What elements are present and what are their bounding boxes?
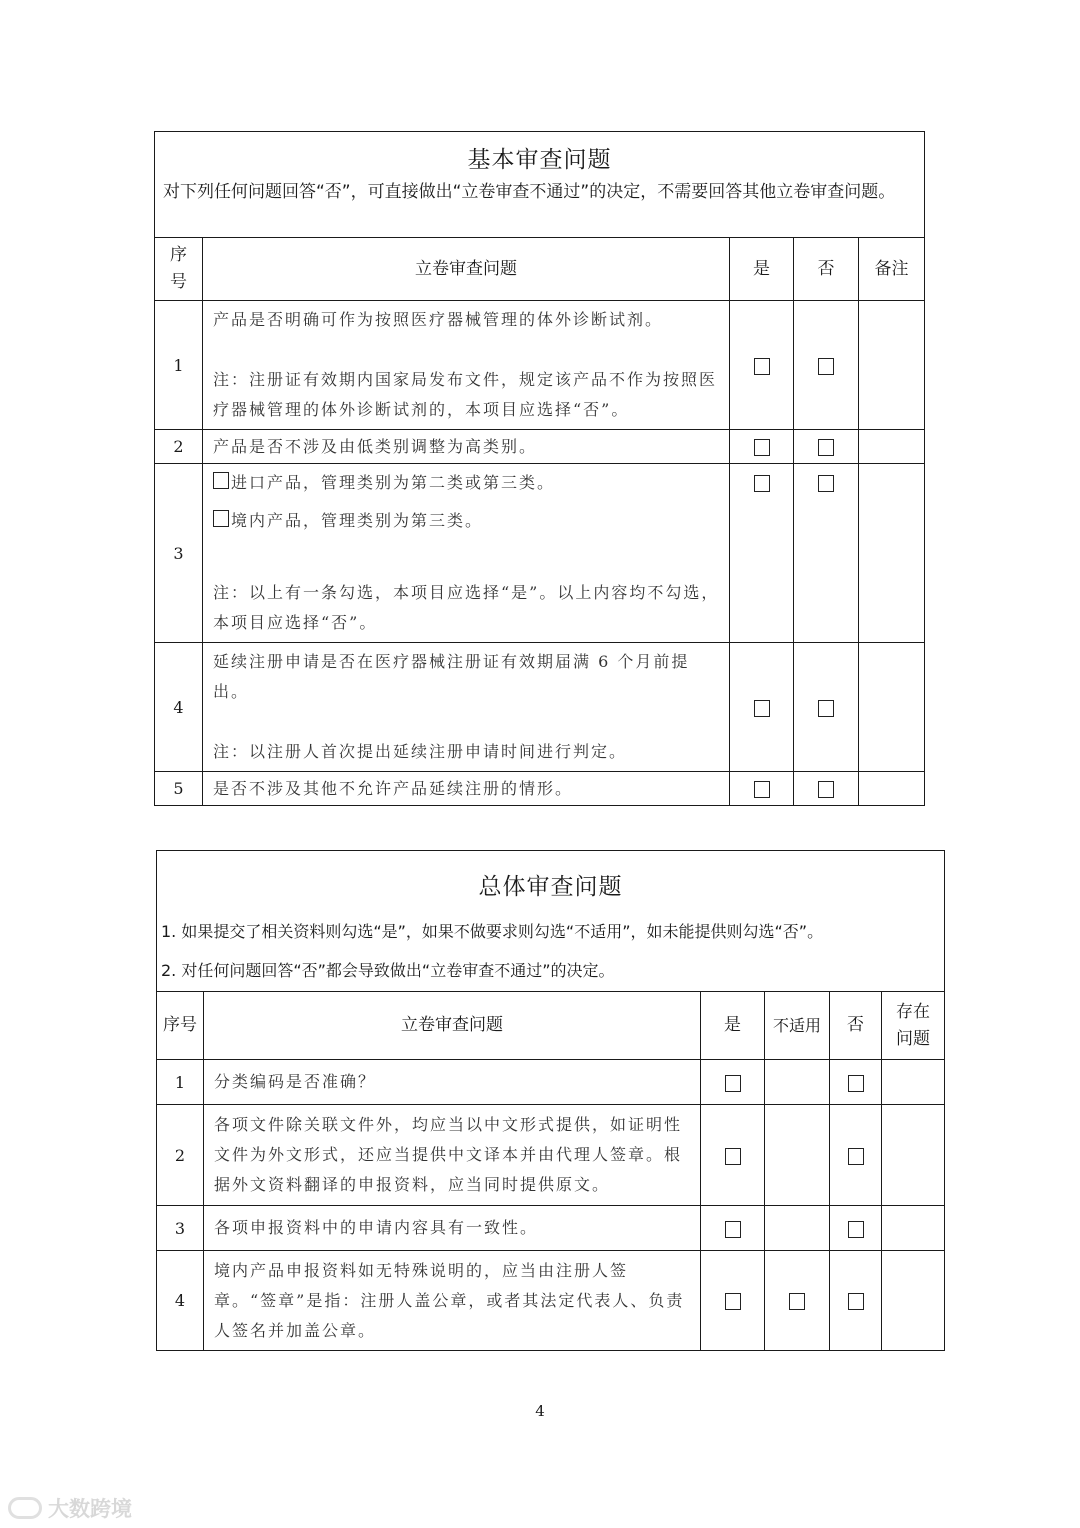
header-note: 备注 — [859, 238, 925, 301]
yes-checkbox[interactable] — [725, 1075, 741, 1092]
table-row — [155, 643, 925, 772]
remark-cell[interactable] — [859, 430, 925, 464]
remark-cell[interactable] — [859, 301, 925, 430]
question-note: 注：注册证有效期内国家局发布文件，规定该产品不作为按照医疗器械管理的体外诊断试剂的，本项目应选择“否”。 — [213, 370, 718, 419]
row-number: 2 — [155, 430, 203, 464]
row-number: 5 — [155, 772, 203, 806]
question-cell — [203, 643, 730, 772]
issue-cell[interactable] — [882, 1251, 945, 1351]
header-not-applicable: 不适用 — [765, 992, 830, 1060]
row-number: 3 — [157, 1206, 204, 1251]
row-number: 3 — [155, 464, 203, 643]
no-checkbox[interactable] — [848, 1221, 864, 1238]
table-row — [155, 430, 925, 464]
question-cell — [203, 301, 730, 430]
table2-intro-1: 1. 如果提交了相关资料则勾选“是”，如果不做要求则勾选“不适用”，如未能提供则勾选“否”。 — [157, 913, 945, 949]
table-row — [155, 464, 925, 643]
table2-intro-2: 2. 对任何问题回答“否”都会导致做出“立卷审查不通过”的决定。 — [157, 949, 945, 992]
no-checkbox[interactable] — [818, 475, 834, 492]
header-no: 否 — [794, 238, 859, 301]
no-checkbox[interactable] — [848, 1075, 864, 1092]
header-yes: 是 — [730, 238, 794, 301]
overall-review-table — [156, 850, 945, 1351]
header-question: 立卷审查问题 — [204, 992, 701, 1060]
question-note: 注：以上有一条勾选，本项目应选择“是”。以上内容均不勾选，本项目应选择“否”。 — [213, 583, 720, 632]
no-checkbox[interactable] — [818, 700, 834, 717]
question-text: 分类编码是否准确？ — [204, 1060, 701, 1105]
option-domestic-checkbox[interactable] — [213, 510, 229, 527]
not-applicable-cell — [765, 1060, 830, 1105]
watermark — [8, 1493, 132, 1523]
row-number: 1 — [157, 1060, 204, 1105]
no-checkbox[interactable] — [848, 1293, 864, 1310]
row-number: 1 — [155, 301, 203, 430]
yes-checkbox[interactable] — [725, 1293, 741, 1310]
table-row — [155, 301, 925, 430]
yes-checkbox[interactable] — [754, 475, 770, 492]
watermark-logo-icon — [8, 1497, 42, 1519]
yes-checkbox[interactable] — [725, 1148, 741, 1165]
table-row — [157, 1060, 945, 1105]
table-row — [157, 1251, 945, 1351]
question-text: 延续注册申请是否在医疗器械注册证有效期届满 6 个月前提出。 — [213, 652, 690, 701]
table1-intro: 对下列任何问题回答“否”，可直接做出“立卷审查不通过”的决定，不需要回答其他立卷审查问题。 — [155, 178, 925, 238]
table-row — [157, 1206, 945, 1251]
row-number: 4 — [155, 643, 203, 772]
table-row — [155, 772, 925, 806]
question-cell — [203, 464, 730, 643]
row-number: 4 — [157, 1251, 204, 1351]
row-number: 2 — [157, 1105, 204, 1206]
table2-title: 总体审查问题 — [157, 851, 945, 913]
question-text: 是否不涉及其他不允许产品延续注册的情形。 — [203, 772, 730, 806]
option-domestic: 境内产品，管理类别为第三类。 — [213, 506, 721, 536]
header-yes: 是 — [701, 992, 765, 1060]
not-applicable-checkbox[interactable] — [789, 1293, 805, 1310]
issue-cell[interactable] — [882, 1060, 945, 1105]
header-no: 否 — [830, 992, 882, 1060]
watermark-text: 大数跨境 — [48, 1497, 132, 1521]
option-import: 进口产品，管理类别为第二类或第三类。 — [213, 468, 721, 498]
yes-checkbox[interactable] — [725, 1221, 741, 1238]
issue-cell[interactable] — [882, 1206, 945, 1251]
remark-cell[interactable] — [859, 643, 925, 772]
remark-cell[interactable] — [859, 464, 925, 643]
yes-checkbox[interactable] — [754, 358, 770, 375]
page-number: 4 — [535, 1402, 545, 1420]
question-note: 注：以注册人首次提出延续注册申请时间进行判定。 — [213, 742, 628, 761]
option-import-checkbox[interactable] — [213, 472, 229, 489]
question-text: 境内产品申报资料如无特殊说明的，应当由注册人签章。“签章”是指：注册人盖公章，或者其法定代表人、负责人签名并加盖公章。 — [204, 1251, 701, 1351]
not-applicable-cell — [765, 1206, 830, 1251]
question-text: 各项申报资料中的申请内容具有一致性。 — [204, 1206, 701, 1251]
yes-checkbox[interactable] — [754, 700, 770, 717]
no-checkbox[interactable] — [818, 358, 834, 375]
no-checkbox[interactable] — [818, 439, 834, 456]
basic-review-table — [154, 131, 925, 806]
header-question: 立卷审查问题 — [203, 238, 730, 301]
no-checkbox[interactable] — [848, 1148, 864, 1165]
question-text: 产品是否不涉及由低类别调整为高类别。 — [203, 430, 730, 464]
question-text: 产品是否明确可作为按照医疗器械管理的体外诊断试剂。 — [213, 310, 664, 329]
table-row — [157, 1105, 945, 1206]
table1-title: 基本审查问题 — [155, 132, 925, 178]
yes-checkbox[interactable] — [754, 781, 770, 798]
issue-cell[interactable] — [882, 1105, 945, 1206]
yes-checkbox[interactable] — [754, 439, 770, 456]
header-seq: 序号 — [155, 238, 203, 301]
header-issue: 存在问题 — [882, 992, 945, 1060]
question-text: 各项文件除关联文件外，均应当以中文形式提供，如证明性文件为外文形式，还应当提供中文译本并由代理人签章。根据外文资料翻译的申报资料，应当同时提供原文。 — [204, 1105, 701, 1206]
no-checkbox[interactable] — [818, 781, 834, 798]
remark-cell[interactable] — [859, 772, 925, 806]
header-seq: 序号 — [157, 992, 204, 1060]
not-applicable-cell — [765, 1105, 830, 1206]
